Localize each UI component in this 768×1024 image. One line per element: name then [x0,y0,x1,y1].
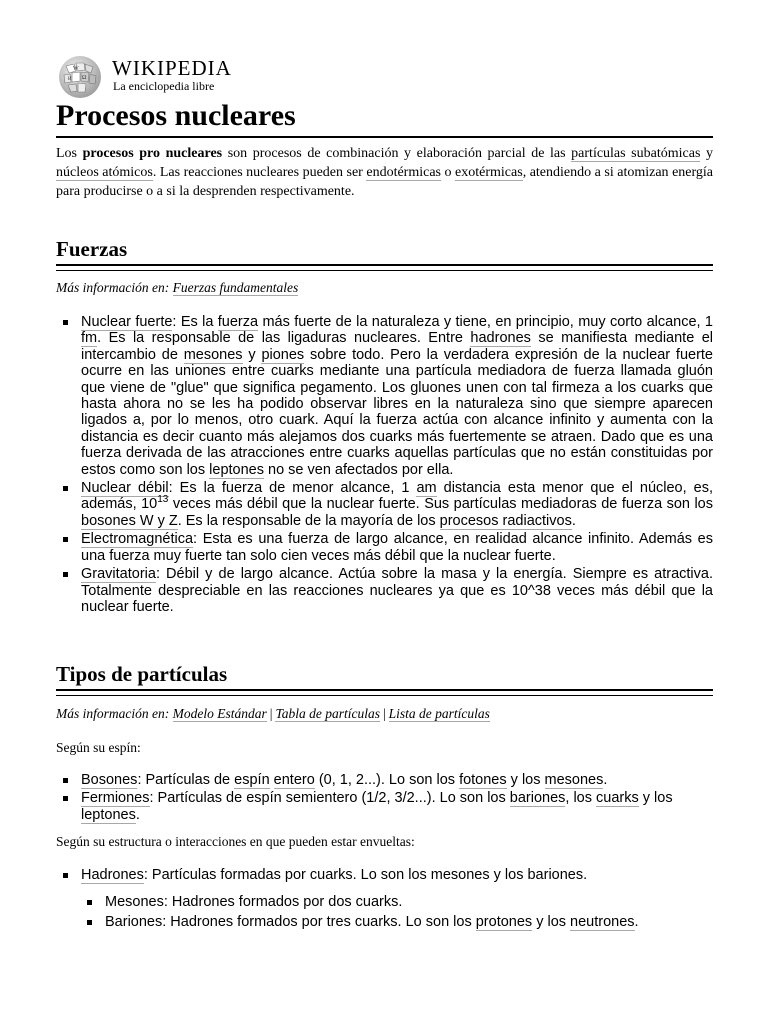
link-tabla-de-particulas[interactable]: Tabla de partículas [275,706,380,721]
link-am[interactable]: am [416,480,437,497]
link-particulas-subatomicas[interactable]: partículas subatómicas [571,146,701,161]
link-nuclear-fuerte[interactable]: Nuclear fuerte [81,314,173,330]
espin-label: Según su espín: [56,740,141,755]
bullet [63,778,68,783]
more-info-tipos: Más información en: Modelo Estándar | Tabla de partículas | Lista de partículas [56,706,490,721]
espin-list [56,772,713,825]
link-gravitatoria[interactable]: Gravitatoria [81,566,156,583]
list-item: Nuclear fuerte: Es la fuerza más fuerte de la naturaleza y tiene, en principio, muy corto alcance, 1 fm. Es la responsable de las ligaduras nucleares. Entre hadrones se manifiesta mediante el intercambio de mesones y piones sobre todo. Pero la verdadera expresión de la nuclear fuerte ocurre en las uniones entre cuarks mediante una partícula mediadora de fuerza llamada gluón que viene de "glue" que significa pegamento. Los gluones unen con tal firmeza a los cuarks que hasta ahora no se les ha podido observar libres en la naturaleza sino que siempre aparecen ligados a, por lo menos, otro cuark. Aquí la fuerza actúa con alcance infinito y aumenta con la distancia es decir cuanto más alejamos dos cuarks más fuertemente se atraen. Dado que es una fuerza derivada de las atracciones entre cuarks aquellas partículas que no están constituidas por estos como son los leptones no se ven afectados por ella. [56,314,713,478]
link-fuerzas-fundamentales[interactable]: Fuerzas fundamentales [172,280,299,295]
intro-bold-term: procesos pro nucleares [82,146,223,161]
link-neutrones[interactable]: neutrones [570,914,635,931]
link-nuclear-debil[interactable]: Nuclear débil [81,480,169,497]
bullet [63,796,68,801]
more-info-fuerzas: Más información en: Fuerzas fundamentales [56,280,299,295]
list-item: Bosones: Partículas de espín entero (0, 1, 2...). Lo son los fotones y los mesones. [56,772,713,788]
link-fm[interactable]: fm [81,330,98,347]
link-fotones[interactable]: fotones [459,772,507,788]
link-lista-de-particulas[interactable]: Lista de partículas [388,706,490,721]
list-item: Mesones: Hadrones formados por dos cuarks. [56,894,713,910]
section-heading-tipos: Tipos de partículas [56,662,228,686]
link-procesos-radiactivos[interactable]: procesos radiactivos [439,512,572,529]
section-heading-fuerzas: Fuerzas [56,237,128,261]
bullet [63,537,68,542]
wikipedia-logo[interactable] [56,52,713,98]
link-leptones[interactable]: leptones [209,461,264,478]
link-fuerza[interactable]: fuerza [217,314,259,330]
link-mesones[interactable]: mesones [183,346,243,363]
svg-text:W: W [73,66,79,72]
link-cuarks[interactable]: cuarks [596,790,639,807]
link-nucleos-atomicos[interactable]: núcleos atómicos [56,165,153,180]
link-fermiones[interactable]: Fermiones [81,790,150,807]
bullet [63,320,68,325]
intro-paragraph: Los procesos pro nucleares son procesos de combinación y elaboración parcial de las partículas subatómicas y núcleos atómicos. Las reacciones nucleares pueden ser endotérmicas o exotérmicas, atendiendo a si atomizan energía para producirse o a si la desprenden respectivamente. [56,146,714,199]
list-item: Fermiones: Partículas de espín semientero (1/2, 3/2...). Lo son los bariones, los cuarks y los leptones. [56,790,713,823]
link-endotermicas[interactable]: endotérmicas [366,165,441,180]
link-piones[interactable]: piones [261,346,305,363]
section-rule [56,264,713,266]
link-bariones[interactable]: bariones [509,790,566,807]
bullet [87,900,92,905]
link-bosones-w-z[interactable]: bosones W y Z [81,512,178,529]
list-item: Nuclear débil: Es la fuerza de menor alcance, 1 am distancia esta menor que el núcleo, es, además, $10^{13}$ veces más débil que la nuclear fuerte. Sus partículas mediadoras de fuerza son los bosones W y Z. Es la responsable de la mayoría de los procesos radiactivos. [56,480,713,529]
link-protones[interactable]: protones [475,914,533,931]
page-title: Procesos nucleares [56,96,713,138]
section-rule [56,695,713,696]
wikipedia-globe-icon [56,54,104,100]
bullet [63,572,68,577]
link-gluon[interactable]: gluón [677,363,713,380]
link-hadrones[interactable]: Hadrones [81,867,144,883]
list-item: Gravitatoria: Débil y de largo alcance. Actúa sobre la masa y la energía. Siempre es atractiva. Totalmente despreciable en las reacciones nucleares ya que es 10^38 veces más débil que la nuclear fuerte. [56,566,713,615]
link-espin[interactable]: espín [234,772,270,788]
svg-text:И: И [68,77,72,82]
link-hadrones[interactable]: hadrones [470,330,531,347]
fuerzas-list [56,314,713,617]
list-item: Bariones: Hadrones formados por tres cuarks. Lo son los protones y los neutrones. [56,914,713,930]
estructura-label: Según su estructura o interacciones en que pueden estar envueltas: [56,834,415,849]
bullet [63,486,68,491]
bullet [87,920,92,925]
link-leptones[interactable]: leptones [81,806,136,823]
list-item: Hadrones: Partículas formadas por cuarks. Lo son los mesones y los bariones. [56,867,713,883]
wikipedia-wordmark: WIKIPEDIA [112,56,232,80]
link-exotermicas[interactable]: exotérmicas [455,165,523,180]
hadrones-sublist [56,894,713,933]
estructura-list [56,867,713,885]
list-item: Electromagnética: Esta es una fuerza de largo alcance, en realidad alcance infinito. Además es una fuerza muy fuerte tan solo cien veces más débil que la nuclear fuerte. [56,531,713,564]
link-bosones[interactable]: Bosones [81,772,138,788]
svg-text:Ω: Ω [82,75,87,81]
link-mesones[interactable]: mesones [544,772,604,788]
section-rule [56,689,713,691]
link-electromagnetica[interactable]: Electromagnética [81,531,194,548]
wikipedia-tagline: La enciclopedia libre [113,79,215,93]
section-rule [56,270,713,271]
bullet [63,873,68,878]
link-modelo-estandar[interactable]: Modelo Estándar [172,706,267,721]
link-entero[interactable]: entero [273,772,315,788]
